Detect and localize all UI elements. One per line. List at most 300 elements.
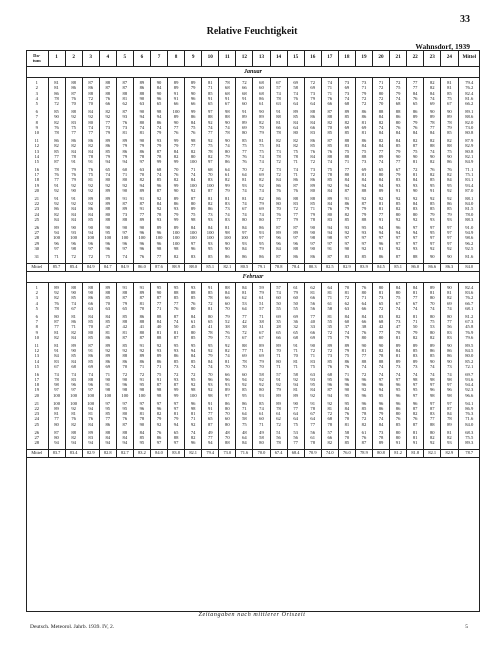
value-cell: 97 <box>219 393 236 398</box>
value-cell: 89 <box>99 197 116 202</box>
value-cell: 88 <box>338 139 355 144</box>
value-cell: 76 <box>321 364 338 369</box>
mean-cell: 82.4 <box>458 286 480 291</box>
value-cell: 92 <box>202 349 219 354</box>
value-cell: 80 <box>99 212 116 217</box>
value-cell: 55 <box>287 307 304 312</box>
value-cell: 96 <box>185 97 202 102</box>
value-cell: 85 <box>321 131 338 136</box>
value-cell: 84 <box>168 149 185 154</box>
value-cell: 89 <box>82 431 99 436</box>
value-cell: 61 <box>355 431 372 436</box>
value-cell: 81 <box>99 330 116 335</box>
value-cell: 94 <box>116 441 133 446</box>
value-cell: 80 <box>236 131 253 136</box>
mittel-value: 82.5 <box>321 263 338 271</box>
value-cell: 74 <box>65 301 82 306</box>
value-cell: 97 <box>202 110 219 115</box>
value-cell: 81 <box>338 422 355 427</box>
value-cell: 96 <box>355 393 372 398</box>
value-cell: 72 <box>321 330 338 335</box>
header-hour: 12 <box>236 50 253 67</box>
value-cell: 81 <box>65 412 82 417</box>
value-cell: 90 <box>133 110 150 115</box>
value-cell: 74 <box>338 97 355 102</box>
value-cell: 78 <box>372 354 389 359</box>
value-cell: 97 <box>390 236 407 241</box>
value-cell: 80 <box>82 330 99 335</box>
value-cell: 89 <box>48 286 65 291</box>
value-cell: 71 <box>321 86 338 91</box>
day-cell: 14 <box>34 154 40 159</box>
value-cell: 92 <box>424 246 441 251</box>
value-cell: 80 <box>236 218 253 223</box>
value-cell: 84 <box>99 436 116 441</box>
value-cell: 94 <box>48 231 65 236</box>
value-cell: 88 <box>116 91 133 96</box>
value-cell: 95 <box>321 378 338 383</box>
value-cell: 75 <box>185 212 202 217</box>
value-cell: 71 <box>185 417 202 422</box>
value-cell: 82 <box>65 422 82 427</box>
value-cell: 98 <box>150 393 167 398</box>
value-cell: 92 <box>185 422 202 427</box>
value-cell: 94 <box>82 407 99 412</box>
value-cell: 91 <box>133 207 150 212</box>
mean-cell: 75.1 <box>458 173 480 178</box>
value-cell: 96 <box>185 441 202 446</box>
header-hour: 2 <box>65 50 82 67</box>
value-cell: 76 <box>407 97 424 102</box>
value-cell: 77 <box>168 126 185 131</box>
value-cell: 74 <box>338 330 355 335</box>
mittel-value: 79.4 <box>202 450 219 458</box>
value-cell: 81 <box>185 412 202 417</box>
value-cell: 84 <box>407 202 424 207</box>
value-cell: 79 <box>168 144 185 149</box>
value-cell: 86 <box>82 207 99 212</box>
value-cell: 99 <box>168 139 185 144</box>
day-cell: 1 <box>35 81 38 86</box>
value-cell: 90 <box>65 291 82 296</box>
value-cell: 72 <box>202 301 219 306</box>
value-cell: 88 <box>82 286 99 291</box>
value-cell: 75 <box>287 149 304 154</box>
value-cell: 94 <box>82 441 99 446</box>
mean-cell: 84.5 <box>458 349 480 354</box>
value-cell: 85 <box>424 178 441 183</box>
value-cell: 81 <box>116 97 133 102</box>
value-cell: 69 <box>236 354 253 359</box>
value-cell: 69 <box>338 126 355 131</box>
value-cell: 98 <box>185 407 202 412</box>
value-cell: 84 <box>202 226 219 231</box>
mittel-value: 86.0 <box>133 263 150 271</box>
mittel-value: 80.3 <box>304 263 321 271</box>
value-cell: 76 <box>390 417 407 422</box>
mean-cell: 75.5 <box>458 436 480 441</box>
value-cell: 65 <box>168 431 185 436</box>
value-cell: 65 <box>150 102 167 107</box>
value-cell: 88 <box>99 291 116 296</box>
value-cell: 60 <box>236 373 253 378</box>
value-cell: 78 <box>202 149 219 154</box>
value-cell: 80 <box>185 307 202 312</box>
value-cell: 76 <box>116 120 133 125</box>
value-cell: 87 <box>150 149 167 154</box>
value-cell: 78 <box>133 154 150 159</box>
value-cell: 90 <box>424 110 441 115</box>
value-cell: 58 <box>287 86 304 91</box>
value-cell: 90 <box>441 154 458 159</box>
value-cell: 93 <box>407 183 424 188</box>
value-cell: 72 <box>270 422 287 427</box>
value-cell: 86 <box>65 86 82 91</box>
value-cell: 97 <box>407 236 424 241</box>
mean-cell: 76.2 <box>458 86 480 91</box>
value-cell: 84 <box>407 91 424 96</box>
value-cell: 86 <box>424 349 441 354</box>
month-heading-row <box>26 67 480 78</box>
value-cell: 71 <box>338 160 355 165</box>
value-cell: 73 <box>390 320 407 325</box>
value-cell: 75 <box>321 168 338 173</box>
value-cell: 84 <box>82 422 99 427</box>
value-cell: 71 <box>407 320 424 325</box>
mittel-value: 81.2 <box>390 450 407 458</box>
value-cell: 100 <box>48 236 65 241</box>
value-cell: 82 <box>48 296 65 301</box>
value-cell: 87 <box>270 226 287 231</box>
value-cell: 79 <box>372 412 389 417</box>
mittel-value: 88.0 <box>185 263 202 271</box>
value-cell: 84 <box>65 207 82 212</box>
value-cell: 98 <box>441 393 458 398</box>
value-cell: 75 <box>236 144 253 149</box>
value-cell: 80 <box>185 202 202 207</box>
value-cell: 97 <box>424 241 441 246</box>
day-cell: 9 <box>35 125 38 130</box>
value-cell: 100 <box>48 402 65 407</box>
value-cell: 74 <box>185 364 202 369</box>
value-cell: 93 <box>219 383 236 388</box>
value-cell: 64 <box>287 417 304 422</box>
value-cell: 73 <box>372 296 389 301</box>
value-cell: 33 <box>304 325 321 330</box>
value-cell: 69 <box>253 354 270 359</box>
day-cell: 19 <box>34 183 40 188</box>
mittel-value: 70.9 <box>304 450 321 458</box>
value-cell: 81 <box>304 291 321 296</box>
value-cell: 90 <box>133 97 150 102</box>
value-cell: 87 <box>287 183 304 188</box>
value-cell: 75 <box>441 149 458 154</box>
value-cell: 71 <box>287 160 304 165</box>
value-cell: 85 <box>390 202 407 207</box>
value-cell: 79 <box>390 149 407 154</box>
value-cell: 80 <box>133 330 150 335</box>
header-hour: 21 <box>390 50 407 67</box>
value-cell: 63 <box>82 307 99 312</box>
value-cell: 78 <box>150 212 167 217</box>
value-cell: 90 <box>82 226 99 231</box>
value-cell: 90 <box>116 378 133 383</box>
value-cell: 89 <box>338 344 355 349</box>
value-cell: 86 <box>99 359 116 364</box>
value-cell: 92 <box>424 197 441 202</box>
value-cell: 92 <box>338 231 355 236</box>
value-cell: 76 <box>441 168 458 173</box>
day-cell: 6 <box>35 109 38 115</box>
value-cell: 100 <box>65 236 82 241</box>
value-cell: 85 <box>99 412 116 417</box>
value-cell: 89 <box>321 197 338 202</box>
day-cell: 16 <box>34 372 40 377</box>
value-cell: 84 <box>304 388 321 393</box>
value-cell: 80 <box>219 407 236 412</box>
value-cell: 85 <box>441 131 458 136</box>
value-cell: 88 <box>116 291 133 296</box>
value-cell: 89 <box>304 183 321 188</box>
value-cell: 82 <box>407 139 424 144</box>
value-cell: 97 <box>133 402 150 407</box>
value-cell: 74 <box>372 373 389 378</box>
value-cell: 79 <box>253 291 270 296</box>
value-cell: 89 <box>116 139 133 144</box>
value-cell: 85 <box>185 359 202 364</box>
value-cell: 100 <box>202 236 219 241</box>
value-cell: 96 <box>355 378 372 383</box>
value-cell: 96 <box>133 407 150 412</box>
value-cell: 74 <box>48 373 65 378</box>
value-cell: 50 <box>287 301 304 306</box>
value-cell: 97 <box>65 388 82 393</box>
value-cell: 96 <box>441 388 458 393</box>
value-cell: 70 <box>236 364 253 369</box>
value-cell: 98 <box>150 388 167 393</box>
value-cell: 51 <box>253 301 270 306</box>
value-cell: 74 <box>424 149 441 154</box>
value-cell: 96 <box>116 383 133 388</box>
humidity-table <box>26 50 480 458</box>
value-cell: 84 <box>441 412 458 417</box>
value-cell: 91 <box>82 160 99 165</box>
value-cell: 94 <box>133 183 150 188</box>
value-cell: 76 <box>270 212 287 217</box>
day-cell: 2 <box>35 291 38 296</box>
value-cell: 82 <box>372 139 389 144</box>
mean-cell: 98.6 <box>458 236 480 241</box>
value-cell: 96 <box>133 241 150 246</box>
value-cell: 89 <box>390 359 407 364</box>
value-cell: 78 <box>202 330 219 335</box>
value-cell: 74 <box>82 126 99 131</box>
value-cell: 97 <box>390 378 407 383</box>
value-cell: 78 <box>287 154 304 159</box>
value-cell: 94 <box>407 231 424 236</box>
value-cell: 79 <box>355 207 372 212</box>
value-cell: 89 <box>441 422 458 427</box>
value-cell: 85 <box>424 202 441 207</box>
value-cell: 93 <box>202 218 219 223</box>
mean-cell: 96.6 <box>458 393 480 398</box>
value-cell: 85 <box>133 436 150 441</box>
header-hour: 10 <box>202 50 219 67</box>
value-cell: 92 <box>219 344 236 349</box>
day-cell: 8 <box>35 120 38 125</box>
value-cell: 78 <box>219 131 236 136</box>
value-cell: 85 <box>253 402 270 407</box>
value-cell: 63 <box>99 307 116 312</box>
value-cell: 82 <box>424 336 441 341</box>
day-cell: 10 <box>34 335 40 340</box>
value-cell: 77 <box>236 349 253 354</box>
value-cell: 86 <box>99 144 116 149</box>
value-cell: 86 <box>253 226 270 231</box>
value-cell: 79 <box>304 212 321 217</box>
value-cell: 82 <box>441 436 458 441</box>
value-cell: 98 <box>65 246 82 251</box>
value-cell: 82 <box>424 139 441 144</box>
value-cell: 83 <box>338 255 355 260</box>
value-cell: 83 <box>338 144 355 149</box>
value-cell: 84 <box>116 436 133 441</box>
value-cell: 100 <box>82 236 99 241</box>
header-hour: 6 <box>133 50 150 67</box>
value-cell: 82 <box>48 120 65 125</box>
value-cell: 89 <box>407 359 424 364</box>
value-cell: 38 <box>355 325 372 330</box>
value-cell: 81 <box>133 412 150 417</box>
value-cell: 99 <box>168 218 185 223</box>
value-cell: 87 <box>116 336 133 341</box>
mittel-value: 83.8 <box>168 450 185 458</box>
value-cell: 52 <box>219 320 236 325</box>
value-cell: 86 <box>270 197 287 202</box>
value-cell: 96 <box>219 378 236 383</box>
value-cell: 66 <box>304 296 321 301</box>
day-cell: 13 <box>34 354 40 359</box>
value-cell: 90 <box>304 344 321 349</box>
mean-cell: 84.0 <box>458 422 480 427</box>
value-cell: 77 <box>355 354 372 359</box>
mittel-value: 84.5 <box>372 263 389 271</box>
value-cell: 80 <box>48 422 65 427</box>
value-cell: 97 <box>441 236 458 241</box>
value-cell: 90 <box>219 241 236 246</box>
day-cell: 1 <box>35 285 38 291</box>
value-cell: 92 <box>82 183 99 188</box>
value-cell: 78 <box>236 359 253 364</box>
value-cell: 84 <box>321 202 338 207</box>
value-cell: 85 <box>321 178 338 183</box>
value-cell: 100 <box>185 231 202 236</box>
value-cell: 87 <box>168 315 185 320</box>
value-cell: 90 <box>168 189 185 194</box>
mittel-value: 84.7 <box>99 263 116 271</box>
value-cell: 99 <box>185 110 202 115</box>
value-cell: 81 <box>48 412 65 417</box>
value-cell: 92 <box>133 349 150 354</box>
value-cell: 82 <box>65 436 82 441</box>
value-cell: 97 <box>202 160 219 165</box>
mittel-value: 82.1 <box>424 450 441 458</box>
value-cell: 81 <box>321 291 338 296</box>
value-cell: 97 <box>99 402 116 407</box>
value-cell: 100 <box>65 402 82 407</box>
value-cell: 81 <box>236 178 253 183</box>
value-cell: 74 <box>219 126 236 131</box>
value-cell: 77 <box>48 154 65 159</box>
value-cell: 80 <box>372 336 389 341</box>
value-cell: 75 <box>321 336 338 341</box>
value-cell: 89 <box>253 115 270 120</box>
value-cell: 79 <box>390 91 407 96</box>
value-cell: 88 <box>99 218 116 223</box>
value-cell: 72 <box>355 102 372 107</box>
value-cell: 82 <box>372 349 389 354</box>
header-hour: 18 <box>338 50 355 67</box>
value-cell: 86 <box>355 110 372 115</box>
value-cell: 90 <box>65 226 82 231</box>
value-cell: 88 <box>202 115 219 120</box>
value-cell: 97 <box>82 388 99 393</box>
value-cell: 100 <box>185 183 202 188</box>
value-cell: 59 <box>253 286 270 291</box>
value-cell: 86 <box>82 296 99 301</box>
value-cell: 72 <box>372 86 389 91</box>
value-cell: 72 <box>372 307 389 312</box>
value-cell: 86 <box>390 115 407 120</box>
value-cell: 61 <box>185 320 202 325</box>
mean-cell: 81.5 <box>458 207 480 212</box>
mean-cell: 82.1 <box>458 154 480 159</box>
value-cell: 85 <box>185 296 202 301</box>
value-cell: 81 <box>202 307 219 312</box>
value-cell: 87 <box>48 431 65 436</box>
value-cell: 72 <box>304 349 321 354</box>
value-cell: 85 <box>202 291 219 296</box>
value-cell: 42 <box>372 325 389 330</box>
value-cell: 79 <box>219 154 236 159</box>
value-cell: 96 <box>65 383 82 388</box>
value-cell: 64 <box>236 173 253 178</box>
value-cell: 88 <box>407 255 424 260</box>
mean-cell: 82.0 <box>458 120 480 125</box>
mittel-row <box>26 450 480 458</box>
value-cell: 82 <box>390 207 407 212</box>
value-cell: 80 <box>338 173 355 178</box>
value-cell: 83 <box>304 131 321 136</box>
value-cell: 97 <box>441 231 458 236</box>
value-cell: 78 <box>48 378 65 383</box>
value-cell: 73 <box>321 354 338 359</box>
value-cell: 100 <box>202 231 219 236</box>
value-cell: 85 <box>99 296 116 301</box>
value-cell: 82 <box>424 81 441 86</box>
value-cell: 60 <box>338 320 355 325</box>
value-cell: 92 <box>424 441 441 446</box>
header-hour: 23 <box>424 50 441 67</box>
value-cell: 81 <box>236 197 253 202</box>
value-cell: 40 <box>304 320 321 325</box>
mean-cell: 83.6 <box>458 291 480 296</box>
value-cell: 79 <box>338 207 355 212</box>
value-cell: 90 <box>441 110 458 115</box>
value-cell: 97 <box>48 246 65 251</box>
value-cell: 96 <box>65 241 82 246</box>
value-cell: 86 <box>270 183 287 188</box>
